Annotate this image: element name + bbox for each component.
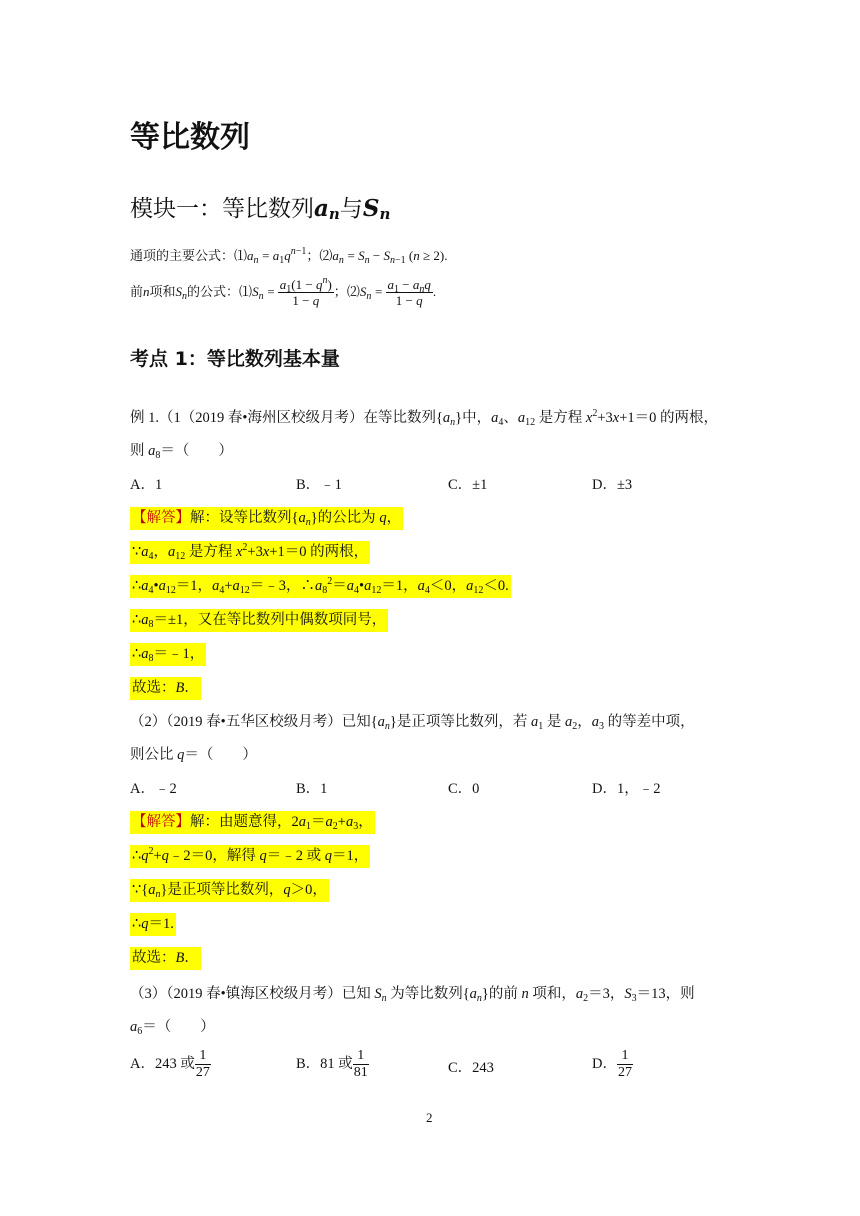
ex2-solution-line5: 故选：B． bbox=[130, 948, 201, 968]
ex3-option-a-text: A．243 或 bbox=[130, 1055, 195, 1072]
ex2-option-d: D．1，﹣2 bbox=[592, 781, 661, 797]
ex1-solution-line3: $\therefore a_4•a_{12}=1$，$a_4+a_{12}=﹣3$，$\therefore a_8^2=a_4•a_{12}=1$，$a_4<0$，$a_{12}<0$. bbox=[132, 576, 509, 596]
sum-tag-2: ⑵ bbox=[346, 284, 360, 299]
ex1-solution-line5: $\therefore a_8=﹣1$， bbox=[130, 644, 206, 664]
ex3-option-b-num: 1 bbox=[353, 1048, 369, 1065]
module-s: S bbox=[362, 195, 380, 222]
ex1-solution-line2: $\because a_4$，$a_{12}$ 是方程 $x^2+3x+1=0$ 的两根， bbox=[132, 542, 369, 562]
module-heading bbox=[130, 190, 390, 223]
sum-label-post: 的公式： bbox=[187, 284, 240, 299]
ex2-option-b: B．1 bbox=[296, 781, 328, 797]
ex2-solution-line2: $\therefore q^2+q﹣2=0$，解得 q＝﹣2 或 q＝1， bbox=[130, 846, 370, 866]
ex1-stem-line2: 则 $a_8=$（ ） bbox=[130, 443, 233, 461]
ex1-option-c: C．±1 bbox=[448, 477, 488, 493]
ex3-option-b-text: B．81 或 bbox=[296, 1055, 353, 1072]
formula-end: . bbox=[444, 248, 448, 263]
module-s-sub: n bbox=[379, 205, 391, 223]
ex1-solution-line1: 【解答】解：设等比数列$\{a_n\}$的公比为 q， bbox=[130, 508, 403, 528]
sum-sep: ； bbox=[333, 284, 347, 299]
ex1-option-b: B．﹣1 bbox=[296, 477, 342, 493]
ex1-solution-line6: 故选：B． bbox=[130, 678, 201, 698]
ex3-option-d-text: D． bbox=[592, 1055, 617, 1072]
general-formula-label: 通项的主要公式： bbox=[130, 248, 235, 263]
sum-label-mid: 项和 bbox=[149, 284, 176, 299]
ex3-option-a bbox=[130, 1048, 211, 1081]
ex3-stem-line2: $a_6=$（ ） bbox=[130, 1019, 215, 1037]
ex3-option-a-num: 1 bbox=[195, 1048, 211, 1065]
sum-end: . bbox=[432, 284, 437, 299]
ex2-option-c: C．0 bbox=[448, 781, 480, 797]
formula-tag-2: ⑵ bbox=[319, 248, 333, 263]
ex2-solution-line1: 【解答】解：由题意得，$2a_1=a_2+a_3$， bbox=[130, 812, 375, 832]
module-mid: 与 bbox=[339, 196, 363, 222]
page-title: 等比数列 bbox=[130, 120, 250, 155]
sum-formula-1-fraction: $\frac{a_1(1 - q^n)}{1 - q}$ bbox=[279, 275, 332, 309]
ex3-option-c: C．243 bbox=[448, 1060, 494, 1076]
ex3-option-a-den: 27 bbox=[195, 1065, 210, 1080]
ex1-option-a: A．1 bbox=[130, 477, 163, 493]
module-a-sub: n bbox=[328, 205, 340, 223]
ex1-solution-line4: $\therefore a_8=\pm 1$，又在等比数列中偶数项同号， bbox=[130, 610, 388, 630]
formula-sep: ； bbox=[306, 248, 320, 263]
sum-label-pre: 前 bbox=[130, 284, 144, 299]
ex2-solution-line3: $\because\{a_n\}$是正项等比数列，q＞0， bbox=[130, 880, 329, 900]
ex3-option-d-fraction bbox=[617, 1048, 633, 1081]
section-heading: 考点 1：等比数列基本量 bbox=[130, 348, 340, 370]
ex3-option-b bbox=[296, 1048, 369, 1081]
ex3-option-d bbox=[592, 1048, 633, 1081]
ex2-stem-line2: 则公比 q＝（ ） bbox=[130, 747, 257, 763]
module-prefix: 模块一：等比数列 bbox=[130, 196, 314, 222]
general-formula-line: 通项的主要公式：$⑴a_n = a_1q^{n-1}$；$⑵a_n = S_n - S_{n-1}$ (n ≥ 2). bbox=[130, 246, 448, 266]
ex2-solution-line4: ∴q＝1. bbox=[130, 914, 176, 934]
page-number: 2 bbox=[426, 1110, 433, 1125]
sum-formula-line: 前n项和$S_n$的公式：$⑴S_n$ = $\frac{a_1(1 - q^n)}{1 - q}$ ；$⑵S_n$ = $\frac{a_1 - a_nq}{1 - q}$ . bbox=[130, 275, 437, 309]
sum-label-n: n bbox=[143, 284, 150, 299]
ex3-option-d-den: 27 bbox=[617, 1065, 632, 1080]
ex3-option-b-den: 81 bbox=[353, 1065, 368, 1080]
ex2-stem-line1: （2）（2019 春•五华区校级月考）已知$\{a_n\}$是正项等比数列，若 $a_1$ 是 $a_2$，$a_3$ 的等差中项， bbox=[130, 714, 695, 732]
ex1-option-d: D．±3 bbox=[592, 477, 633, 493]
ex1-stem-line1: 例 1.（1（2019 春•海州区校级月考）在等比数列$\{a_n\}$中，$a_4$、$a_{12}$ 是方程 $x^2+3x+1=0$ 的两根， bbox=[130, 408, 719, 428]
module-a: a bbox=[314, 195, 329, 222]
ex3-option-d-num: 1 bbox=[617, 1048, 633, 1065]
ex3-option-a-fraction bbox=[195, 1048, 211, 1081]
formula-tag-1: ⑴ bbox=[234, 248, 248, 263]
sum-tag-1: ⑴ bbox=[239, 284, 253, 299]
ex3-option-b-fraction bbox=[353, 1048, 369, 1081]
ex2-option-a: A．﹣2 bbox=[130, 781, 177, 797]
ex3-stem-line1: （3）（2019 春•镇海区校级月考）已知 $S_n$ 为等比数列$\{a_n\}$的前 n 项和，$a_2=3$，$S_3=13$，则 bbox=[130, 986, 695, 1004]
sum-formula-2-fraction: $\frac{a_1 - a_nq}{1 - q}$ bbox=[387, 277, 431, 309]
